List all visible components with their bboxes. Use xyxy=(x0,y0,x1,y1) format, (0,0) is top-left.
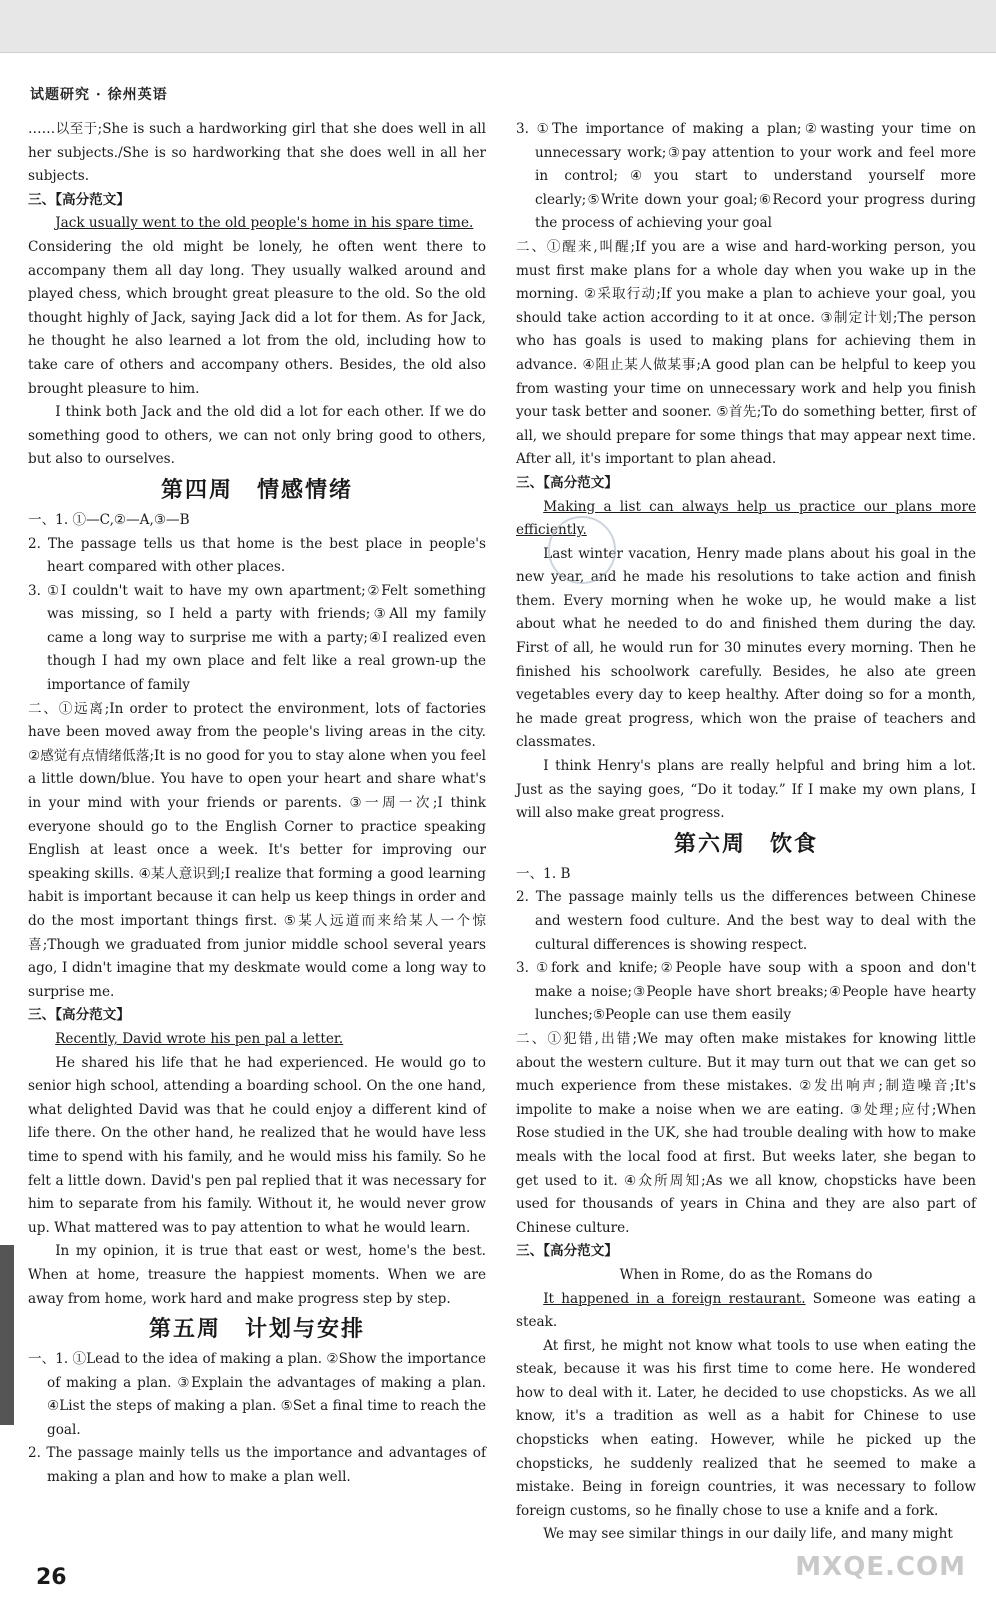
essay-first-sentence: Recently, David wrote his pen pal a letter. xyxy=(55,1030,344,1047)
essay-first-sentence: Making a list can always help us practice our plans more efficiently. xyxy=(516,498,976,539)
week-title: 第六周 饮食 xyxy=(673,831,818,857)
essay-paragraph xyxy=(28,1028,486,1052)
top-scan-band xyxy=(0,0,996,53)
answer-item: 一、1. ①Lead to the idea of making a plan. ②Show the importance of making a plan. ③Explain the advantages of making a plan. ④List the steps of making a plan. ⑤Set a final time to reach the goal. xyxy=(28,1351,486,1438)
essay-paragraph: I think Henry's plans are really helpful and bring him a lot. Just as the saying goes, “Do it today.” If I make my own plans, I will also make great progress. xyxy=(516,758,976,822)
answer-item: 2. The passage tells us that home is the best place in people's heart compared with other places. xyxy=(28,535,486,576)
ink-stamp xyxy=(548,516,616,584)
answer-item: 二、①远离;In order to protect the environment, lots of factories have been moved away from the people's living areas in the city. ②感觉有点情绪低落;It is no good for you to stay alone when you feel a little down/blue. You have to open your heart and share what's in your mind with your friends or parents. ③一周一次;I think everyone should go to the English Corner to practice speaking English at least once a week. It's better for improving our speaking skills. ④某人意识到;I realize that forming a good learning habit is important because it can help us keep things in order and do the most important things first. ⑤某人远道而来给某人一个惊喜;Though we graduated from junior middle school several years ago, I didn't imagine that my deskmate would come a long way to surprise me. xyxy=(28,700,486,1000)
answer-item: 一、1. ①—C,②—A,③—B xyxy=(28,511,190,528)
answer-item: 二、①犯错,出错;We may often make mistakes for knowing little about the western culture. But it may turn out that we can get so much experience from these mistakes. ②发出响声;制造噪音;It's impolite to make a noise when we are eating. ③处理;应付;When Rose studied in the UK, she had trouble dealing with how to make meals with the local food at first. But weeks later, she began to get used to it. ④众所周知;As we all know, chopsticks have been used for thousands of years in China and they are also part of Chinese culture. xyxy=(516,1030,976,1236)
essay-paragraph: We may see similar things in our daily life, and many might xyxy=(543,1526,953,1543)
answer-item: 3. ①fork and knife;②People have soup with a spoon and don't make a noise;③People have short breaks;④People have hearty lunches;⑤People can use them easily xyxy=(516,960,976,1024)
essay-paragraph: Considering the old might be lonely, he often went there to accompany them all day long. They usually walked around and played chess, which brought great pleasure to the old. So the old thought highly of Jack, saying Jack did a lot for them. As for Jack, he thought he also learned a lot from the old, including how to take care of others and accompany others. Besides, the old also brought pleasure to him. xyxy=(28,238,486,397)
essay-paragraph: I think both Jack and the old did a lot for each other. If we do something good to others, we can not only bring good to others, but also to ourselves. xyxy=(28,404,486,468)
answer-item: 2. The passage mainly tells us the differences between Chinese and western food culture. And the best way to deal with the cultural differences is showing respect. xyxy=(516,889,976,953)
right-column xyxy=(516,118,976,1547)
week-title: 第四周 情感情绪 xyxy=(160,477,353,503)
essay-sentence: Someone was eating a steak. xyxy=(516,1290,976,1331)
essay-paragraph: At first, he might not know what tools to use when eating the steak, because it was his first time to come here. He wondered how to deal with it. Later, he decided to use chopsticks. As we all know, it's a tradition as well as a habit for Chinese to use chopsticks when eating. However, while he picked up the chopsticks, he suddenly realized that he seemed to make a mistake. Being in foreign countries, it was necessary to follow foreign customs, so he finally chose to use a knife and a fork. xyxy=(516,1337,976,1519)
essay-paragraph: Last winter vacation, Henry made plans about his goal in the new year, and he made his resolutions to take action and finish them. Every morning when he woke up, he would make a list about what he needed to do and finished them during the day. First of all, he would run for 30 minutes every morning. Then he finished his schoolwork carefully. Besides, he also ate green vegetables every day to keep healthy. After doing so for a month, he made great progress, which won the praise of teachers and classmates. xyxy=(516,545,976,751)
essay-paragraph xyxy=(516,1288,976,1335)
essay-paragraph xyxy=(28,212,486,236)
page-number: 26 xyxy=(36,1565,67,1590)
answer-item: 2. The passage mainly tells us the importance and advantages of making a plan and how to make a plan well. xyxy=(28,1445,486,1486)
left-column xyxy=(28,118,486,1490)
answer-paragraph: ……以至于;She is such a hardworking girl that she does well in all her subjects./She is so hardworking that she does well in all her subjects. xyxy=(28,121,486,185)
section-heading: 三、【高分范文】 xyxy=(28,1007,130,1024)
section-heading: 三、【高分范文】 xyxy=(28,191,130,208)
answer-item: 一、1. B xyxy=(516,865,571,882)
watermark-logo: MXQE.COM xyxy=(795,1552,966,1582)
essay-first-sentence: Jack usually went to the old people's home in his spare time. xyxy=(55,215,474,232)
essay-first-sentence: It happened in a foreign restaurant. xyxy=(543,1290,806,1307)
section-heading: 三、【高分范文】 xyxy=(516,474,618,491)
essay-title: When in Rome, do as the Romans do xyxy=(619,1266,873,1283)
essay-paragraph: In my opinion, it is true that east or west, home's the best. When at home, treasure the happiest moments. When we are away from home, work hard and make progress step by step. xyxy=(28,1243,486,1307)
answer-item: 二、①醒来,叫醒;If you are a wise and hard-working person, you must first make plans for a whole day when you wake up in the morning. ②采取行动;If you make a plan to achieve your goal, you should take action according to it at once. ③制定计划;The person who has goals is used to making plans for achieving them in advance. ④阻止某人做某事;A good plan can be helpful to keep you from wasting your time on unnecessary work and help you finish your task better and sooner. ⑤首先;To do something better, first of all, we should prepare for some things that may appear next time. After all, it's important to plan ahead. xyxy=(516,238,976,468)
section-heading: 三、【高分范文】 xyxy=(516,1243,618,1260)
essay-paragraph: He shared his life that he had experienced. He would go to senior high school, attending a boarding school. On the one hand, what delighted David was that he could enjoy a different kind of life there. On the other hand, he realized that he would have less time to spend with his family, and he would miss his family. So he felt a little down. David's pen pal replied that it was necessary for him to separate from his family. Without it, he would never grow up. What mattered was to pay attention to what he would learn. xyxy=(28,1054,486,1236)
answer-item: 3. ①The importance of making a plan;②wasting your time on unnecessary work;③pay attention to your work and feel more in control;④you start to understand yourself more clearly;⑤Write down your goal;⑥Record your progress during the process of achieving your goal xyxy=(516,121,976,232)
week-title: 第五周 计划与安排 xyxy=(148,1317,365,1343)
side-tab-marker xyxy=(0,1245,14,1425)
answer-item: 3. ①I couldn't wait to have my own apartment;②Felt something was missing, so I held a party with friends;③All my family came a long way to surprise me with a party;④I realized even though I had my own place and felt like a real grown-up the importance of family xyxy=(28,582,486,694)
page-header: 试题研究 · 徐州英语 xyxy=(30,87,168,103)
